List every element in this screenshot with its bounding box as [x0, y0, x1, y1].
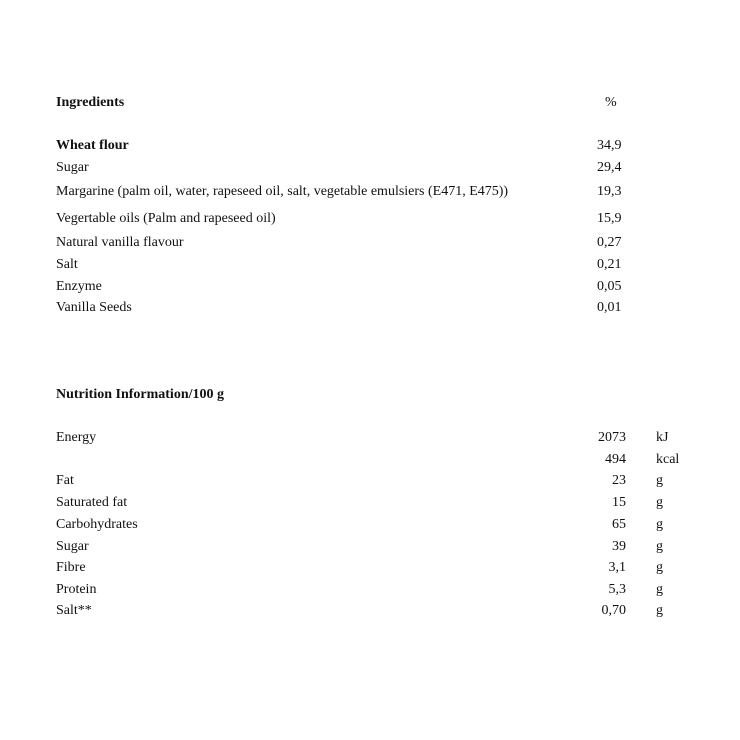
nutrient-value: 5,3: [608, 582, 626, 597]
percent-header: %: [605, 95, 617, 110]
nutrient-label: Sugar: [56, 539, 89, 554]
ingredient-name: Margarine (palm oil, water, rapeseed oil, salt, vegetable emulsiers (E471, E475)): [56, 184, 509, 199]
ingredient-name: Vegertable oils (Palm and rapeseed oil): [56, 211, 276, 226]
nutrient-label: Fibre: [56, 560, 86, 575]
nutrient-label: Saturated fat: [56, 495, 128, 510]
nutrition-heading: Nutrition Information/100 g: [56, 387, 224, 402]
nutrient-unit: g: [656, 517, 663, 532]
ingredient-percent: 0,21: [597, 257, 622, 272]
ingredient-name: Natural vanilla flavour: [56, 235, 184, 250]
nutrient-unit: g: [656, 582, 663, 597]
nutrient-label: Fat: [56, 473, 74, 488]
ingredient-percent: 34,9: [597, 138, 622, 153]
nutrient-value: 65: [612, 517, 626, 532]
energy-kcal-value: 494: [605, 452, 626, 467]
ingredient-percent: 15,9: [597, 211, 622, 226]
ingredient-name: Wheat flour: [56, 138, 129, 153]
nutrient-unit: g: [656, 603, 663, 618]
nutrient-value: 15: [612, 495, 626, 510]
energy-kj-unit: kJ: [656, 430, 669, 445]
nutrient-unit: g: [656, 495, 663, 510]
energy-kj-value: 2073: [598, 430, 626, 445]
nutrient-label: Carbohydrates: [56, 517, 138, 532]
nutrient-value: 0,70: [601, 603, 626, 618]
ingredient-percent: 19,3: [597, 184, 622, 199]
ingredient-name: Salt: [56, 257, 78, 272]
energy-label: Energy: [56, 430, 97, 445]
ingredient-percent: 0,01: [597, 300, 622, 315]
ingredient-percent: 0,05: [597, 279, 622, 294]
nutrient-label: Salt**: [56, 603, 92, 618]
nutrient-unit: g: [656, 560, 663, 575]
energy-kcal-unit: kcal: [656, 452, 680, 467]
nutrient-value: 3,1: [608, 560, 626, 575]
ingredient-name: Vanilla Seeds: [56, 300, 132, 315]
nutrient-label: Protein: [56, 582, 97, 597]
ingredient-percent: 0,27: [597, 235, 622, 250]
ingredient-percent: 29,4: [597, 160, 622, 175]
ingredient-name: Sugar: [56, 160, 89, 175]
nutrient-unit: g: [656, 473, 663, 488]
nutrient-value: 39: [612, 539, 626, 554]
ingredient-name: Enzyme: [56, 279, 102, 294]
ingredients-heading: Ingredients: [56, 95, 125, 110]
nutrient-value: 23: [612, 473, 626, 488]
nutrient-unit: g: [656, 539, 663, 554]
